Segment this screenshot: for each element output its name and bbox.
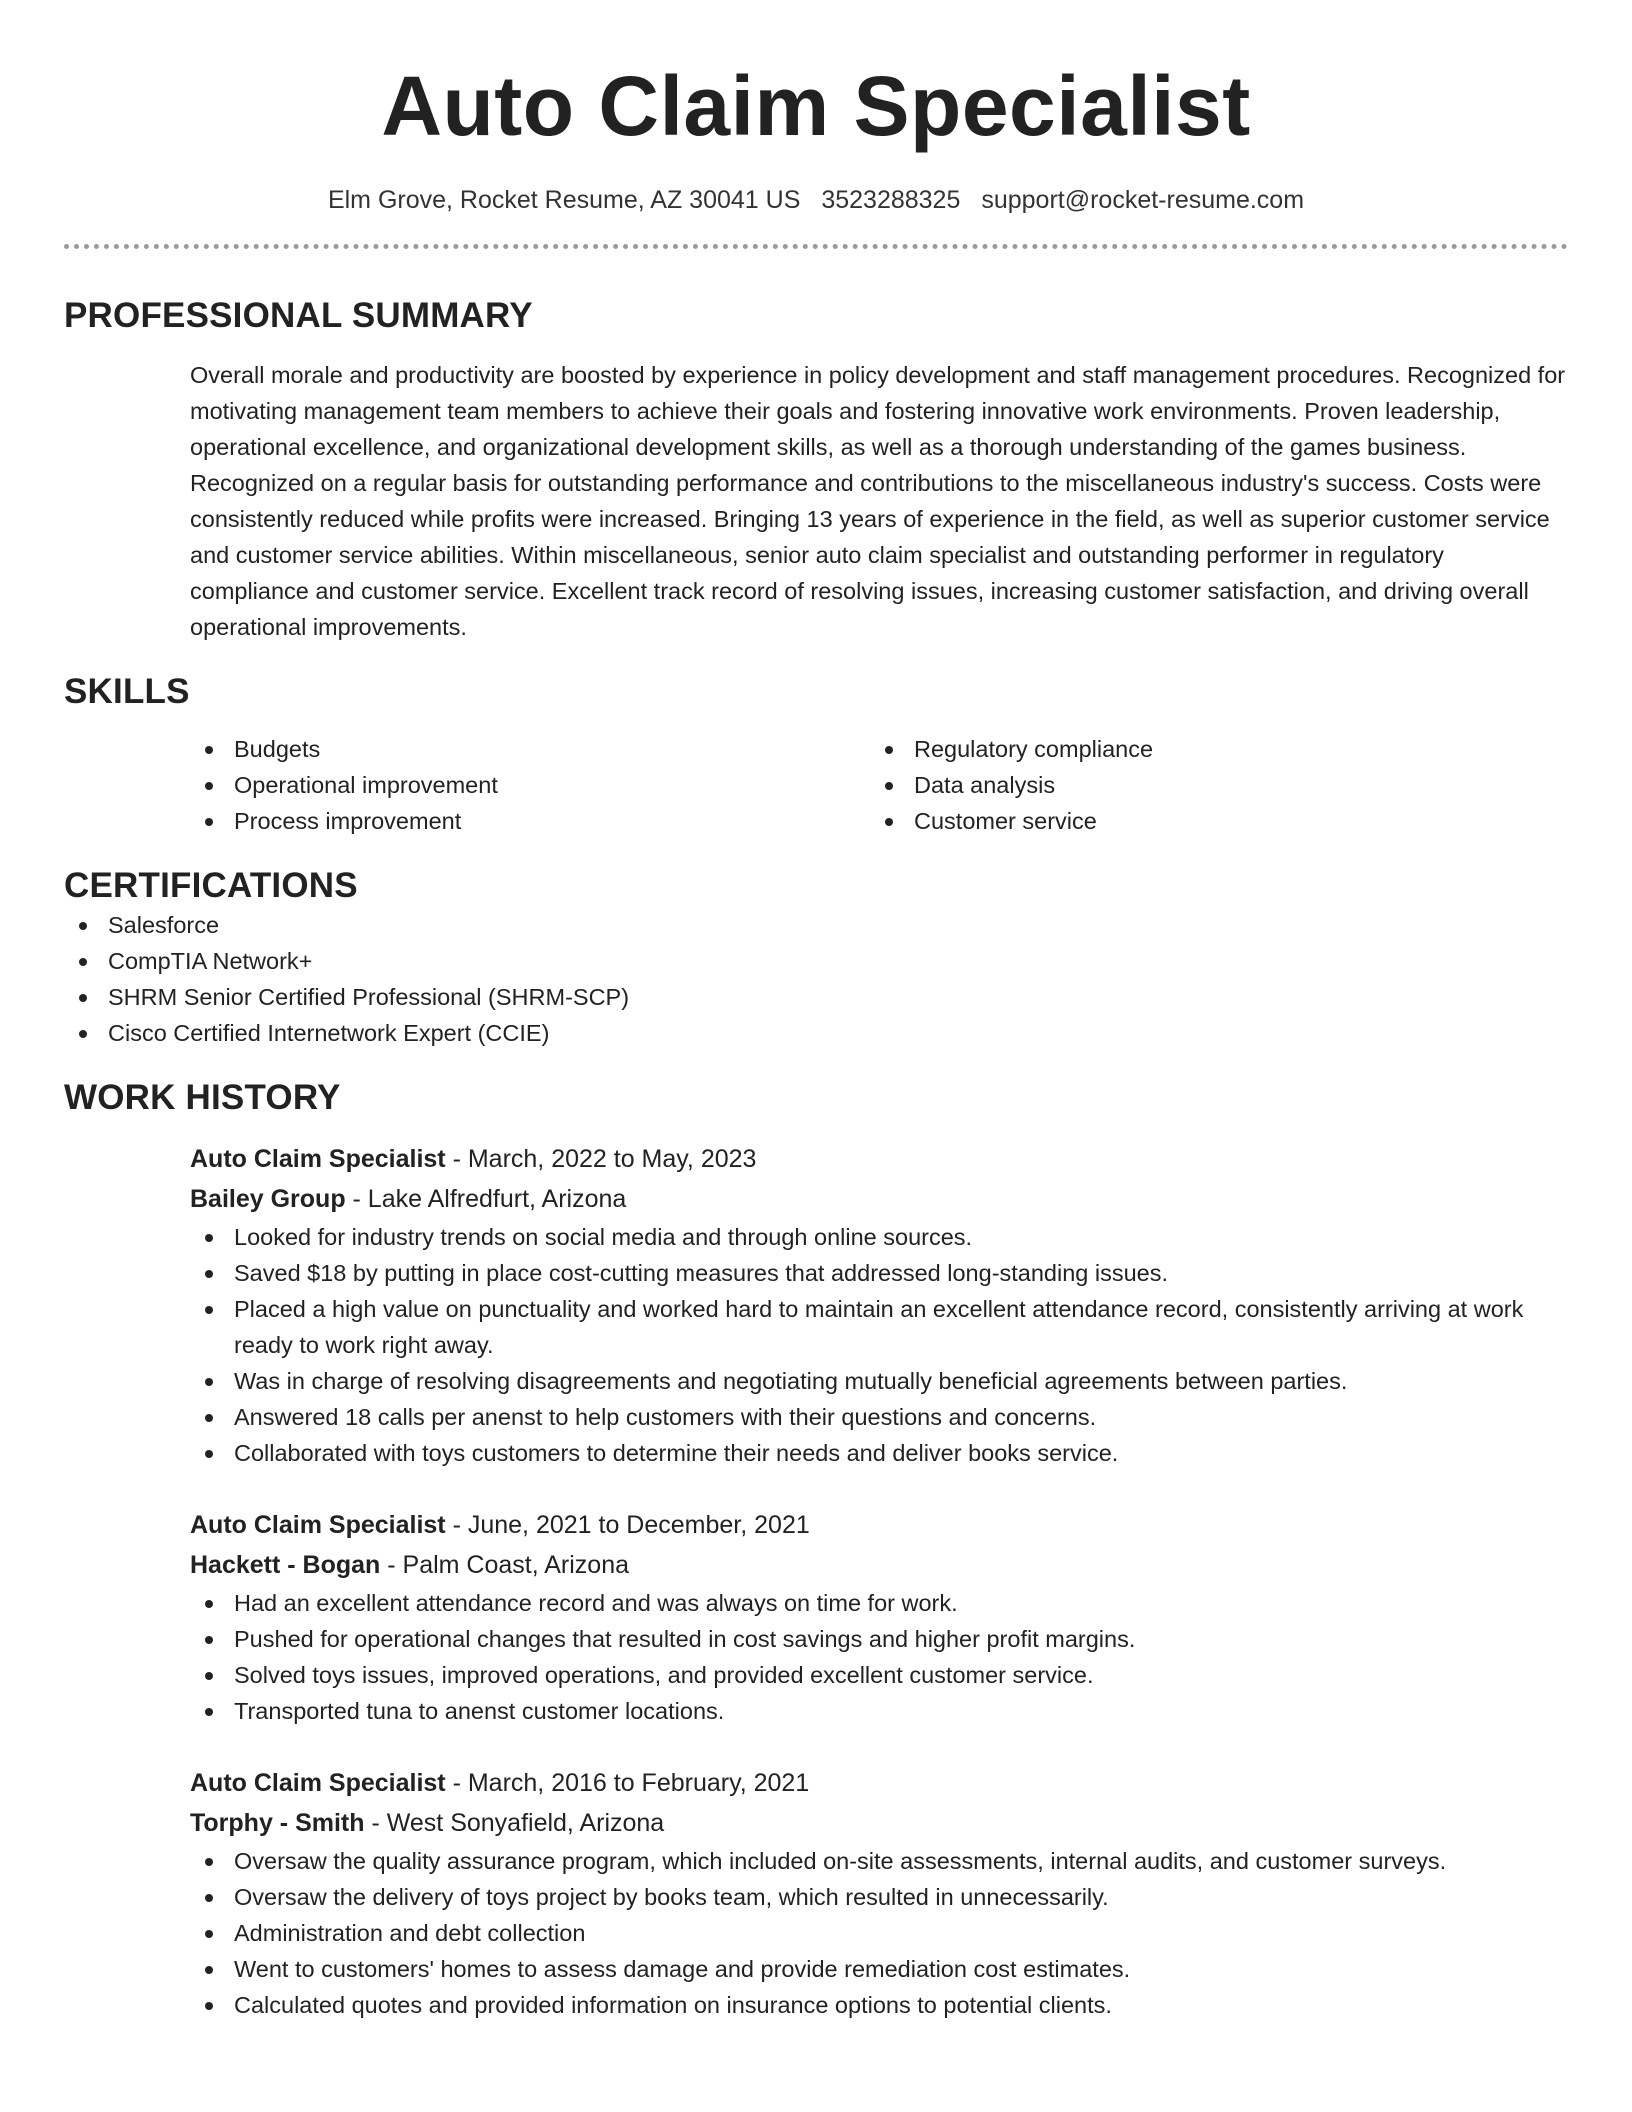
job-title-line [190,1139,1568,1179]
job-entry [190,1505,1568,1729]
skill-item: Budgets [190,731,870,767]
skills-right-column [870,731,1550,839]
job-role: Auto Claim Specialist [190,1511,446,1539]
job-bullet: Went to customers' homes to assess damage and provide remediation cost estimates. [190,1951,1568,1987]
skills-left-column [190,731,870,839]
job-company-line [190,1545,1568,1585]
job-role: Auto Claim Specialist [190,1769,446,1797]
certification-item: Salesforce [64,907,1568,943]
job-title-line [190,1763,1568,1803]
certifications-list [64,907,1568,1051]
job-bullet: Placed a high value on punctuality and worked hard to maintain an excellent attendance record, consistently arriving at work ready to work right away. [190,1291,1568,1363]
job-dates: - March, 2022 to May, 2023 [445,1145,757,1173]
job-location: - Palm Coast, Arizona [380,1551,630,1579]
skill-item: Operational improvement [190,767,870,803]
job-dates: - March, 2016 to February, 2021 [445,1769,810,1797]
candidate-name: Auto Claim Specialist [381,59,1251,153]
job-entry [190,1139,1568,1471]
job-bullet: Oversaw the delivery of toys project by books team, which resulted in unnecessarily. [190,1879,1568,1915]
job-bullets [190,1843,1568,2023]
certification-item: Cisco Certified Internetwork Expert (CCIE) [64,1015,1568,1051]
contact-address: Elm Grove, Rocket Resume, AZ 30041 US [327,186,801,214]
summary-title: PROFESSIONAL SUMMARY [64,296,533,335]
contact-email: support@rocket-resume.com [981,186,1305,214]
job-company-line [190,1179,1568,1219]
job-location: - West Sonyafield, Arizona [364,1809,665,1837]
job-bullet: Oversaw the quality assurance program, which included on-site assessments, internal audits, and customer surveys. [190,1843,1568,1879]
skill-item: Process improvement [190,803,870,839]
work-history-title: WORK HISTORY [64,1078,341,1117]
job-bullet: Saved $18 by putting in place cost-cutting measures that addressed long-standing issues. [190,1255,1568,1291]
job-bullets [190,1585,1568,1729]
job-bullet: Had an excellent attendance record and was always on time for work. [190,1585,1568,1621]
job-dates: - June, 2021 to December, 2021 [445,1511,810,1539]
summary-text: Overall morale and productivity are boosted by experience in policy development and staff management procedures. Recognized for motivating management team members to achieve their goals and fostering innovative work environments. Proven leadership, operational excellence, and organizational development skills, as well as a thorough understanding of the games business. Recognized on a regular basis for outstanding performance and contributions to the miscellaneous industry's success. Costs were consistently reduced while profits were increased. Bringing 13 years of experience in the field, as well as superior customer service and customer service abilities. Within miscellaneous, senior auto claim specialist and outstanding performer in regulatory compliance and customer service. Excellent track record of resolving issues, increasing customer satisfaction, and driving overall operational improvements. [190,362,1566,640]
job-bullet: Looked for industry trends on social media and through online sources. [190,1219,1568,1255]
job-bullet: Solved toys issues, improved operations, and provided excellent customer service. [190,1657,1568,1693]
job-bullet: Calculated quotes and provided information on insurance options to potential clients. [190,1987,1568,2023]
job-bullets [190,1219,1568,1471]
job-location: - Lake Alfredfurt, Arizona [345,1185,627,1213]
job-company: Hackett - Bogan [190,1551,381,1579]
job-role: Auto Claim Specialist [190,1145,446,1173]
job-bullet: Administration and debt collection [190,1915,1568,1951]
certification-item: SHRM Senior Certified Professional (SHRM-SCP) [64,979,1568,1015]
skills-title: SKILLS [64,672,190,711]
job-bullet: Was in charge of resolving disagreements and negotiating mutually beneficial agreements between parties. [190,1363,1568,1399]
job-bullet: Transported tuna to anenst customer locations. [190,1693,1568,1729]
job-entry [190,1763,1568,2023]
job-title-line [190,1505,1568,1545]
job-bullet: Collaborated with toys customers to determine their needs and deliver books service. [190,1435,1568,1471]
skill-item: Regulatory compliance [870,731,1550,767]
job-bullet: Answered 18 calls per anenst to help customers with their questions and concerns. [190,1399,1568,1435]
job-company-line [190,1803,1568,1843]
resume-page [64,0,1568,2023]
job-company: Bailey Group [190,1185,346,1213]
skill-item: Data analysis [870,767,1550,803]
header-divider [64,244,1568,249]
job-bullet: Pushed for operational changes that resulted in cost savings and higher profit margins. [190,1621,1568,1657]
contact-phone: 3523288325 [821,186,961,214]
skills-grid [190,731,1568,839]
skill-item: Customer service [870,803,1550,839]
job-company: Torphy - Smith [190,1809,365,1837]
certifications-title: CERTIFICATIONS [64,866,358,905]
contact-line [64,184,1568,216]
certification-item: CompTIA Network+ [64,943,1568,979]
